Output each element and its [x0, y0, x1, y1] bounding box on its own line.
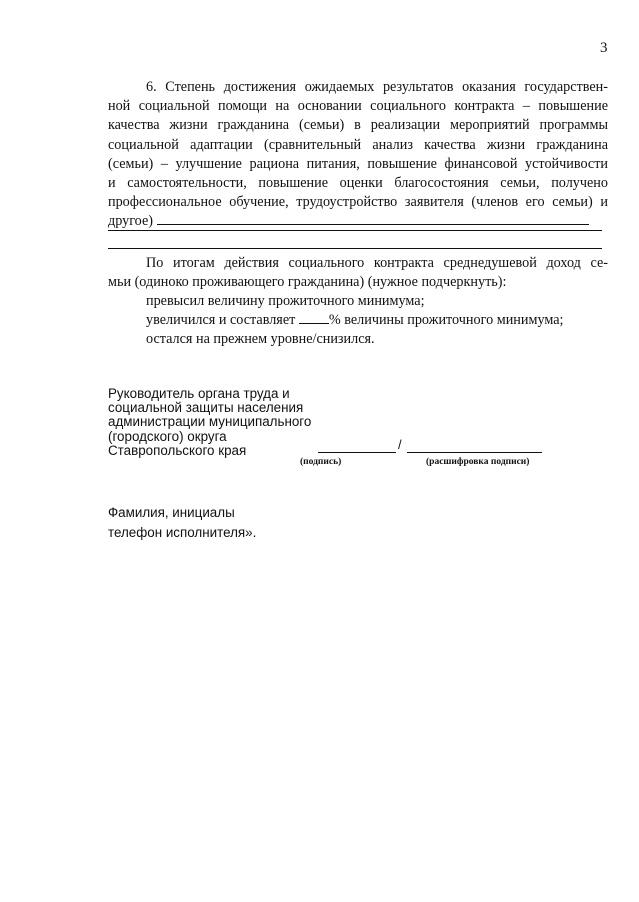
signature-caption: (подпись): [300, 457, 342, 467]
section-6-line: профессиональное обучение, трудоустройство заявителя (членов его семьи) и: [108, 194, 608, 211]
section-6-line: (семьи) – улучшение рациона питания, повышение финансовой устойчивости: [108, 155, 608, 172]
executor-phone-label: телефон исполнителя».: [108, 525, 257, 540]
signature-decode-line[interactable]: [407, 452, 542, 453]
section-6-line: социальной адаптации (сравнительный анализ качества жизни гражданина: [108, 136, 608, 153]
option-unchanged[interactable]: остался на прежнем уровне/снизился.: [146, 331, 375, 348]
section-6-line: и самостоятельности, повышение оценки благосостояния семьи, получено: [108, 175, 608, 192]
signer-line: (городского) округа: [108, 428, 227, 444]
section-6-line: 6. Степень достижения ожидаемых результатов оказания государствен-: [146, 79, 608, 95]
signer-line: социальной защиты населения: [108, 400, 304, 416]
percent-blank[interactable]: [299, 323, 329, 324]
option-increased[interactable]: [146, 311, 563, 330]
option-increased-suffix: % величины прожиточного минимума;: [328, 312, 564, 329]
section-6-paragraph: [108, 78, 608, 232]
income-options: [146, 292, 563, 350]
other-blank-line[interactable]: [157, 224, 589, 225]
signer-block: [108, 387, 311, 458]
income-paragraph: [108, 254, 608, 292]
signature-decode-caption: (расшифровка подписи): [426, 457, 530, 467]
income-line: По итогам действия социального контракта среднедушевой доход се-: [146, 255, 608, 271]
signature-line[interactable]: [318, 452, 396, 453]
blank-rule-2[interactable]: [108, 248, 602, 249]
blank-rule-1[interactable]: [108, 230, 602, 231]
income-line: мьи (одиноко проживающего гражданина) (нужное подчеркнуть):: [108, 274, 507, 291]
option-exceeded[interactable]: превысил величину прожиточного минимума;: [146, 293, 425, 309]
page-number: 3: [600, 40, 608, 56]
executor-name-label: Фамилия, инициалы: [108, 505, 235, 520]
other-label: другое): [108, 213, 153, 230]
section-6-line: качества жизни гражданина (семьи) в реализации мероприятий программы: [108, 117, 608, 134]
option-increased-prefix: увеличился и составляет: [146, 312, 296, 329]
section-6-other-line: [108, 212, 608, 231]
signer-line: Ставропольского края: [108, 442, 247, 458]
executor-block: [108, 503, 256, 543]
section-6-line: ной социальной помощи на основании социального контракта – повышение: [108, 98, 608, 115]
signer-line: Руководитель органа труда и: [108, 386, 290, 401]
signer-line: администрации муниципального: [108, 414, 312, 430]
signature-slash: /: [398, 437, 402, 452]
